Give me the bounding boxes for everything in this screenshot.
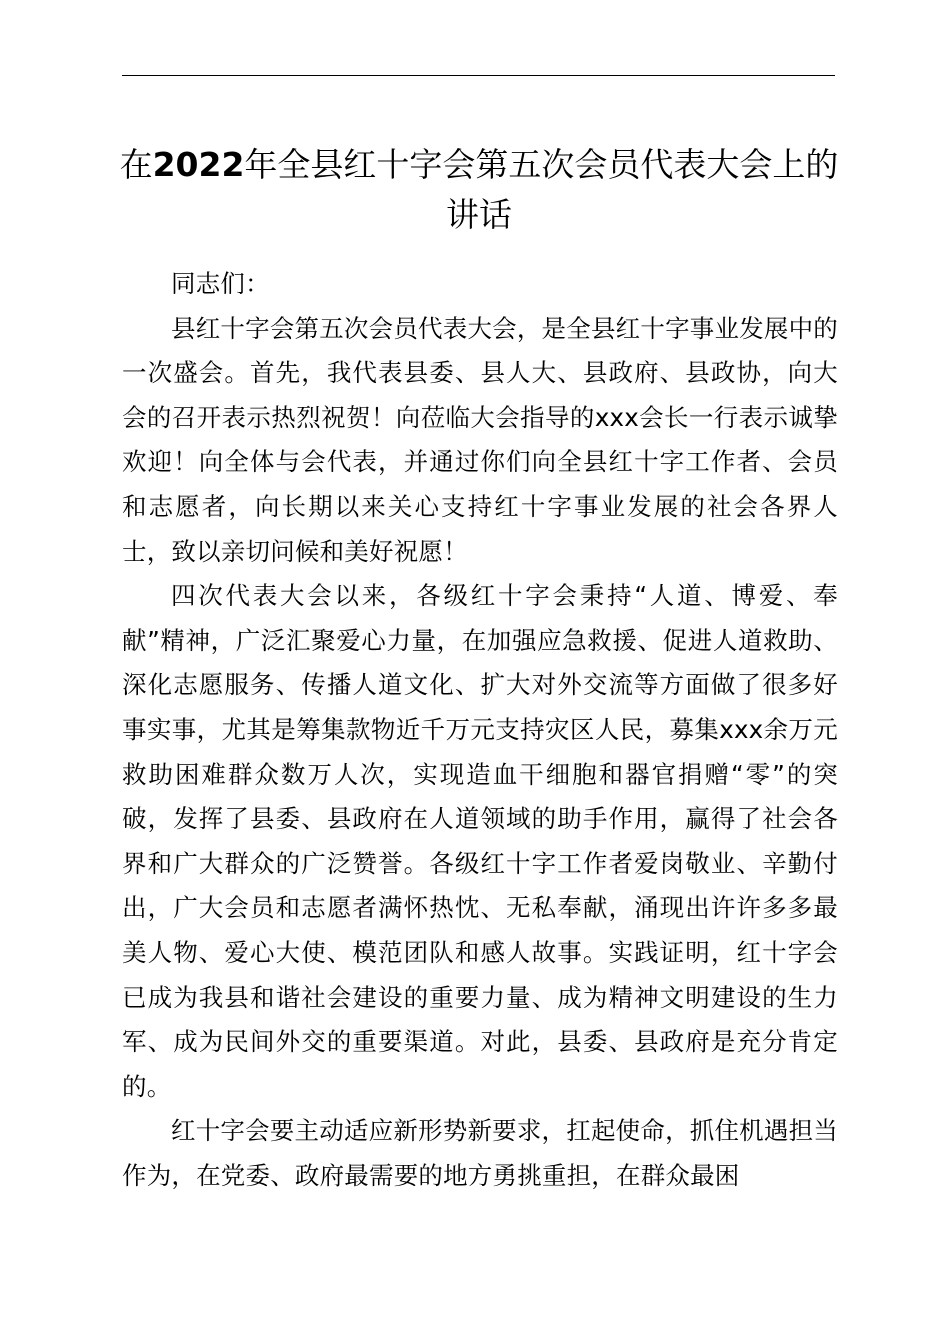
paragraph-2: 四次代表大会以来，各级红十字会秉持“人道、博爱、奉献”精神，广泛汇聚爱心力量，在加强应急救援、促进人道救助、深化志愿服务、传播人道文化、扩大对外交流等方面做了很多好事实事，尤其是筹集款物近千万元支持灾区人民，募集xxx余万元救助困难群众数万人次，实现造血干细胞和器官捐赠“零”的突破，发挥了县委、县政府在人道领域的助手作用，赢得了社会各界和广大群众的广泛赞誉。各级红十字工作者爱岗敬业、辛勤付出，广大会员和志愿者满怀热忱、无私奉献，涌现出许许多多最美人物、爱心大使、模范团队和感人故事。实践证明，红十字会已成为我县和谐社会建设的重要力量、成为精神文明建设的生力军、成为民间外交的重要渠道。对此，县委、县政府是充分肯定的。 <box>122 581 838 1101</box>
salutation: 同志们： <box>171 269 270 298</box>
title-prefix: 在 <box>119 145 153 184</box>
header-rule <box>122 75 835 76</box>
document-body <box>122 262 838 1198</box>
title-year: 2022 <box>152 145 245 184</box>
document-title <box>110 140 848 240</box>
paragraph-3: 红十字会要主动适应新形势新要求，扛起使命，抓住机遇担当作为，在党委、政府最需要的地方勇挑重担，在群众最困 <box>122 1116 838 1190</box>
paragraph-1: 县红十字会第五次会员代表大会，是全县红十字事业发展中的一次盛会。首先，我代表县委、县人大、县政府、县政协，向大会的召开表示热烈祝贺！向莅临大会指导的xxx会长一行表示诚挚欢迎！向全体与会代表，并通过你们向全县红十字工作者、会员和志愿者，向长期以来关心支持红十字事业发展的社会各界人士，致以亲切问候和美好祝愿！ <box>122 313 838 566</box>
title-suffix: 年全县红十字会第五次会员代表大会上的讲话 <box>244 145 839 234</box>
